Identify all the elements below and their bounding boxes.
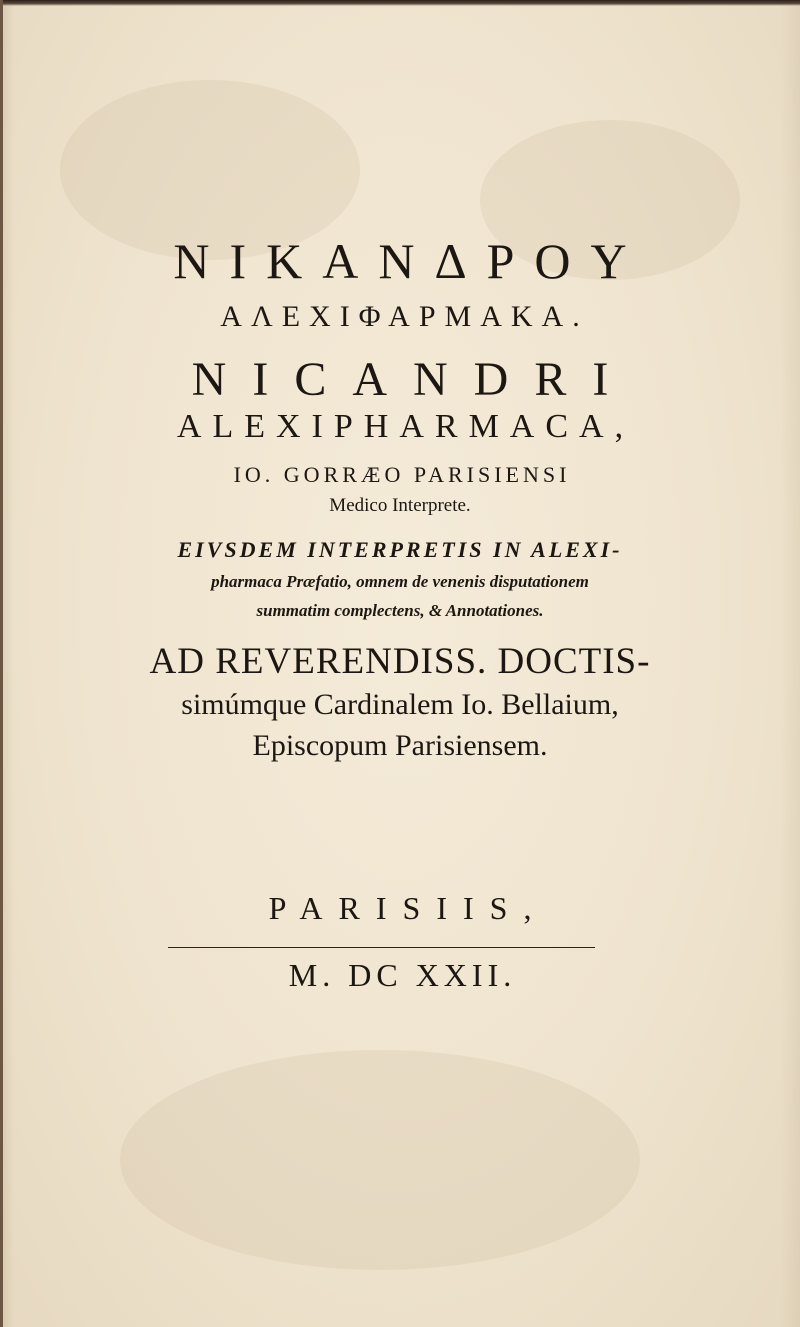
preface-line-3: summatim complectens, & Annotationes. bbox=[256, 601, 544, 620]
dedication-line-1: AD REVERENDISS. DOCTIS- bbox=[149, 641, 651, 682]
latin-author: NICANDRI bbox=[191, 353, 635, 406]
preface-line-1: EIVSDEM INTERPRETIS IN ALEXI- bbox=[177, 537, 623, 562]
greek-title: ΑΛΕΧΙΦΑΡΜΑΚΑ. bbox=[220, 300, 589, 333]
latin-title: ALEXIPHARMACA, bbox=[176, 408, 635, 445]
preface-line-2: pharmaca Præfatio, omnem de venenis disputationem bbox=[211, 572, 589, 591]
dedication-line-2: simúmque Cardinalem Io. Bellaium, bbox=[181, 688, 619, 721]
dedication-line-3: Episcopum Parisiensem. bbox=[252, 729, 548, 762]
imprint-place: PARISIIS, bbox=[268, 890, 548, 926]
imprint-year: M. DC XXII. bbox=[288, 957, 517, 993]
page-top-edge bbox=[0, 0, 800, 6]
translator-role: Medico Interprete. bbox=[329, 495, 471, 516]
paper-stain bbox=[120, 1050, 640, 1270]
imprint-rule bbox=[168, 947, 595, 948]
translator-name: IO. GORRÆO PARISIENSI bbox=[233, 462, 571, 487]
greek-author: NIKANΔPOY bbox=[173, 233, 647, 289]
